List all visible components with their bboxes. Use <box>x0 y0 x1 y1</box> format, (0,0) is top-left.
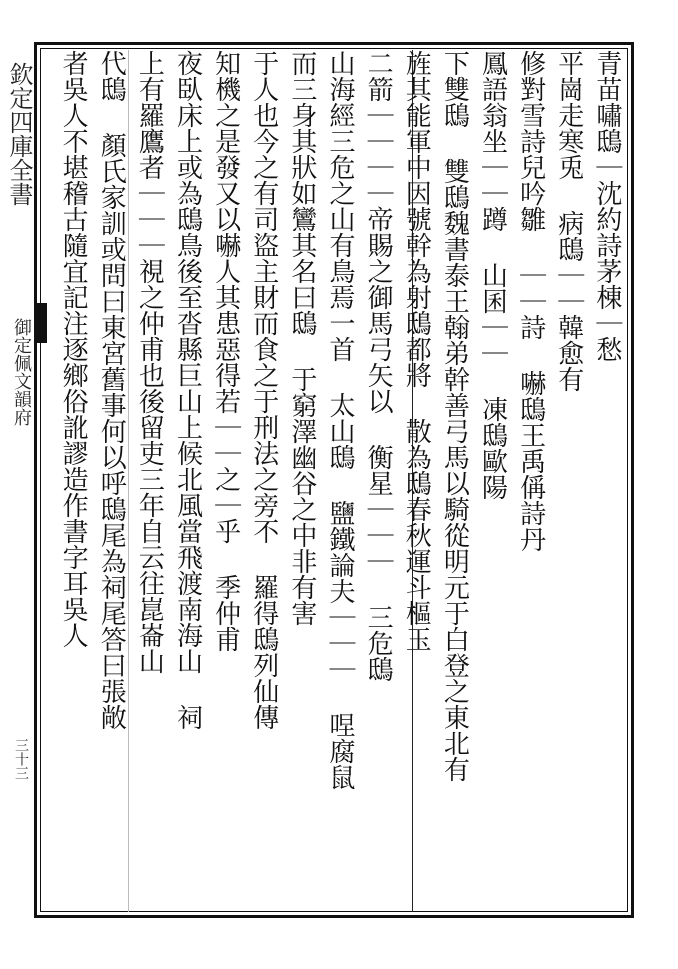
page-number: 三十三 <box>13 738 29 780</box>
text-column-content: 鳳語翁坐｜｜蹲 山囷｜｜ 凍鴟歐陽 <box>477 50 508 500</box>
text-column-content: 山海經三危之山有鳥焉一首 太山鴟 鹽鐵論夫｜｜｜ 㖏腐鼠 <box>325 50 355 790</box>
margin-book-title: 御定佩文韻府 <box>11 318 32 426</box>
text-column-14 <box>84 50 126 912</box>
text-column-content: 修對雪詩兒吟雛 ｜｜詩 嚇鴟王禹偁詩丹 <box>515 50 546 552</box>
text-column-6 <box>389 50 431 912</box>
text-column-content: 于人也今之有司盜主財而食之于刑法之旁不 羅得鴟列仙傳 <box>248 50 279 730</box>
text-column-content: 青苗嘯鴟｜沈約詩茅棟｜愁 <box>591 50 622 362</box>
text-column-content: 二箭｜｜｜｜帝賜之御馬弓矢以 衡星｜｜｜ 三危鴟 <box>363 50 394 682</box>
text-column-8 <box>313 50 355 912</box>
text-column-content: 夜臥床上或為鴟鳥後至沓縣巨山上候北風當飛渡南海山 祠 <box>172 50 203 730</box>
text-column-content: 代鴟 顏氏家訓或問曰東宮舊事何以呼鴟尾為祠尾答曰張敞 <box>96 50 127 730</box>
text-column-10 <box>237 50 279 912</box>
text-column-11 <box>199 50 241 912</box>
text-column-15 <box>46 50 88 912</box>
text-column-content: 而三身其狀如鸞其名曰鴟 于窮澤幽谷之中非有害 <box>286 50 317 626</box>
text-column-5 <box>427 50 469 912</box>
text-column-content: 者吳人不堪稽古隨宜記注逐鄉俗訛謬造作書字耳吳人 <box>58 50 89 648</box>
text-column-4 <box>466 50 508 912</box>
text-column-7 <box>351 50 393 912</box>
text-column-1 <box>580 50 622 912</box>
text-column-9 <box>275 50 317 912</box>
text-column-content: 下雙鴟 雙鴟魏書泰王翰弟幹善弓馬以騎從明元于白登之東北有 <box>439 50 470 782</box>
text-column-12 <box>160 50 202 912</box>
text-column-content: 旌其能軍中因號幹為射鴟都將 散為鴟春秋運斗樞玉 <box>401 50 432 652</box>
text-column-content: 知機之是發又以嚇人其患惡得若｜｜之｜乎 季仲甫 <box>210 50 241 652</box>
text-column-content: 上有羅鷹者｜｜｜視之仲甫也後留吏三年自云往崑崙山 <box>134 50 165 674</box>
text-column-2 <box>542 50 584 912</box>
margin-header-text: 欽定四庫全書 <box>5 62 33 206</box>
text-column-3 <box>504 50 546 912</box>
text-column-13 <box>122 50 164 912</box>
text-column-content: 平崗走寒兎 病鴟｜｜韓愈有 <box>553 50 584 392</box>
